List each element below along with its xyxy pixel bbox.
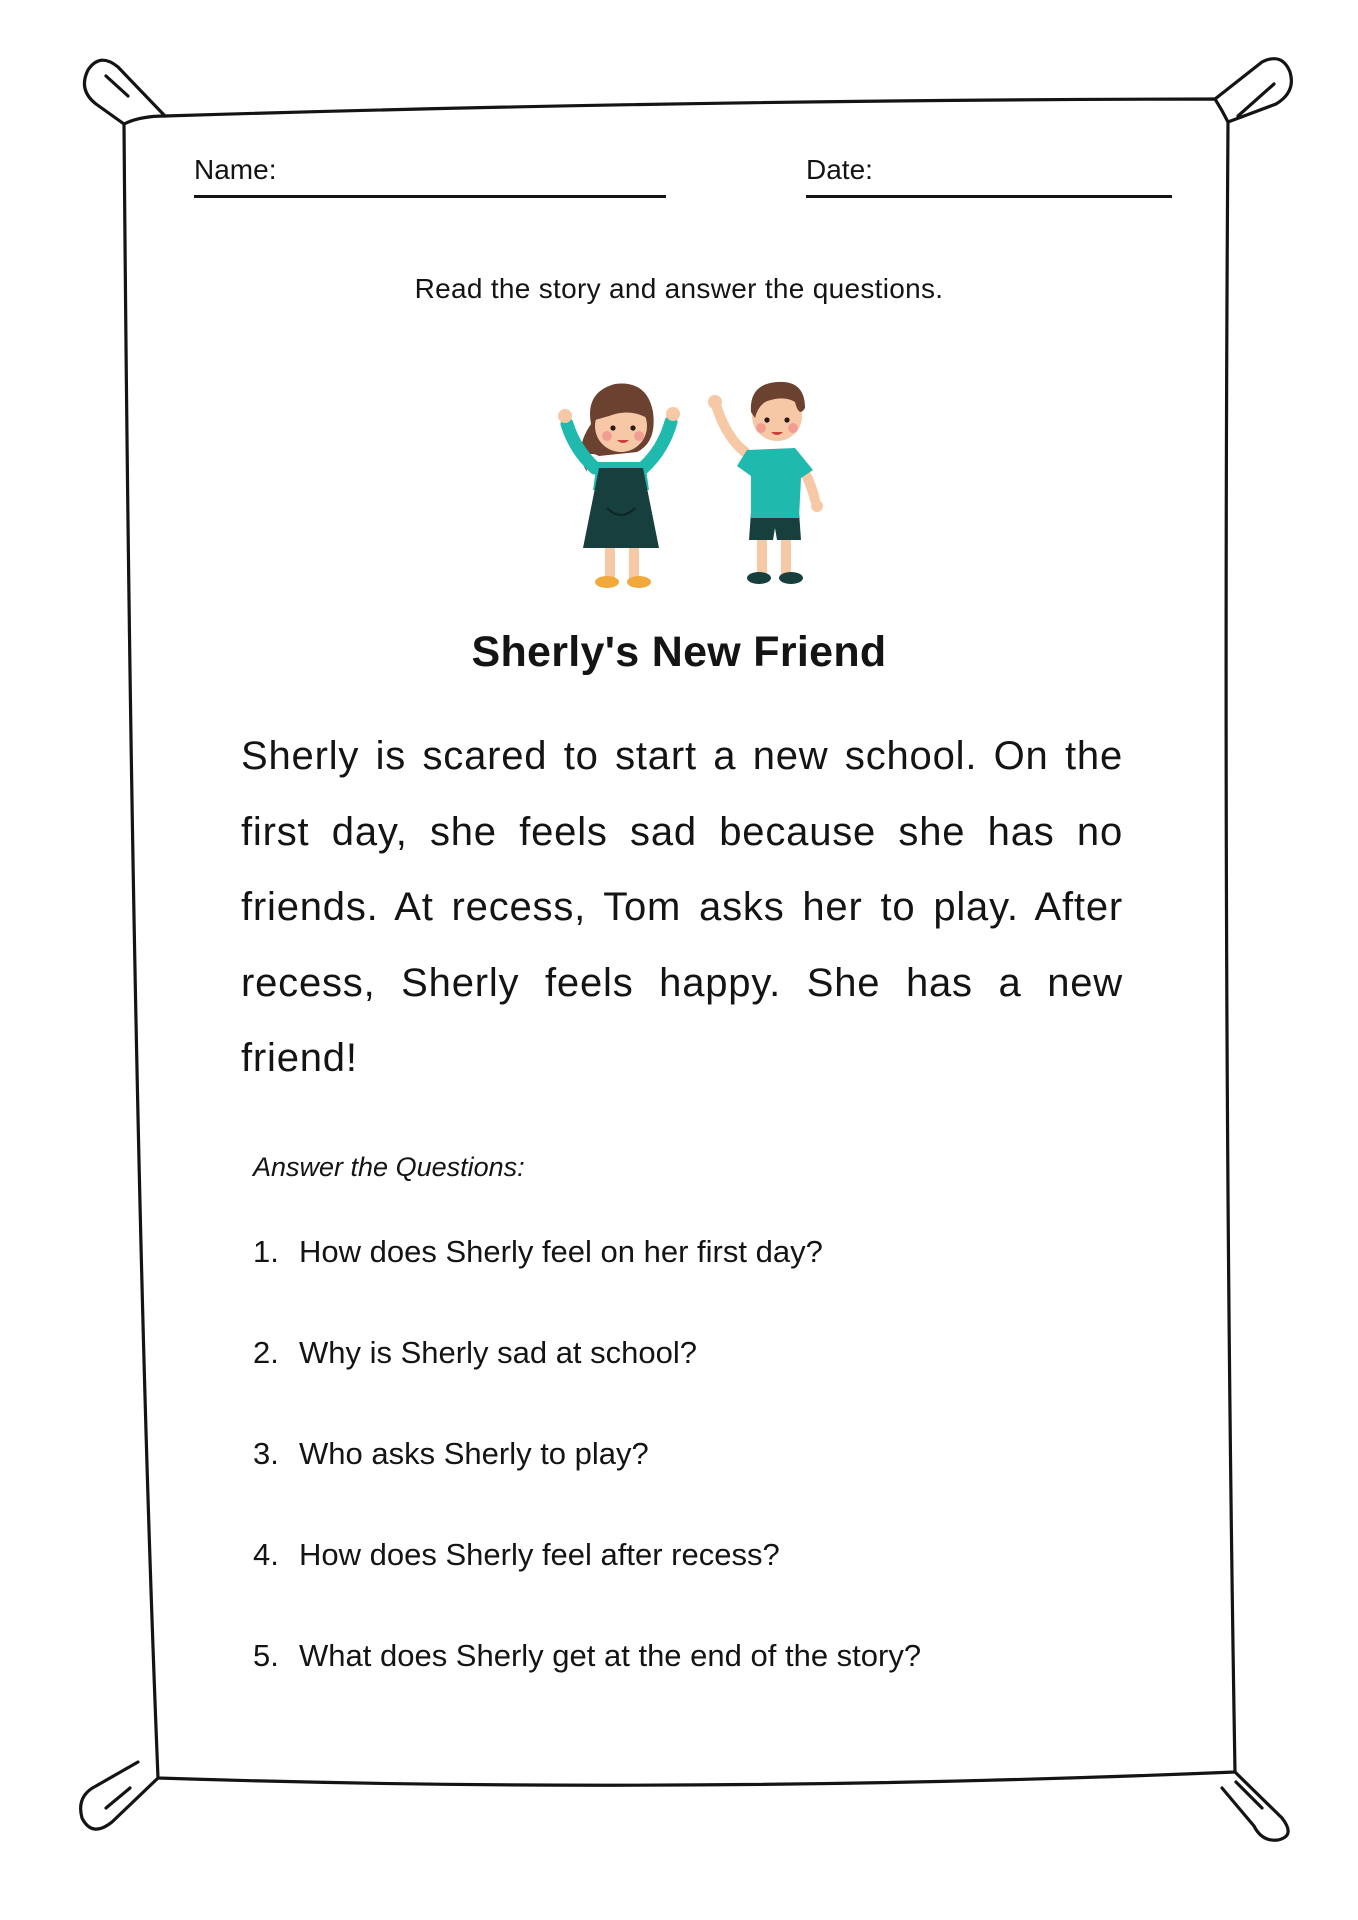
story-title: Sherly's New Friend — [471, 628, 887, 676]
question-text: How does Sherly feel on her first day? — [299, 1234, 823, 1269]
question-number: 2. — [253, 1335, 279, 1370]
girl-figure — [558, 384, 680, 588]
questions-list — [253, 1232, 921, 1737]
date-label: Date: — [806, 154, 873, 185]
question-item — [253, 1232, 921, 1333]
name-write-line[interactable] — [194, 195, 666, 198]
question-number: 4. — [253, 1537, 279, 1572]
question-number: 3. — [253, 1436, 279, 1471]
boy-figure — [708, 382, 823, 584]
question-number: 5. — [253, 1638, 279, 1673]
question-item — [253, 1333, 921, 1434]
question-text: Why is Sherly sad at school? — [299, 1335, 698, 1370]
name-label: Name: — [194, 154, 277, 185]
question-text: How does Sherly feel after recess? — [299, 1537, 780, 1572]
children-waving-illustration — [525, 372, 845, 602]
date-write-line[interactable] — [806, 195, 1172, 198]
question-item — [253, 1636, 921, 1737]
story-paragraph: Sherly is scared to start a new school. On the first day, she feels sad because she has no friends. At recess, Tom asks her to play. After recess, Sherly feels happy. She has a new friend! — [241, 734, 1123, 1080]
instruction-text: Read the story and answer the questions. — [414, 273, 944, 304]
question-item — [253, 1434, 921, 1535]
question-number: 1. — [253, 1234, 279, 1269]
questions-heading: Answer the Questions: — [253, 1152, 525, 1182]
question-item — [253, 1535, 921, 1636]
question-text: What does Sherly get at the end of the story? — [299, 1638, 922, 1673]
question-text: Who asks Sherly to play? — [299, 1436, 649, 1471]
